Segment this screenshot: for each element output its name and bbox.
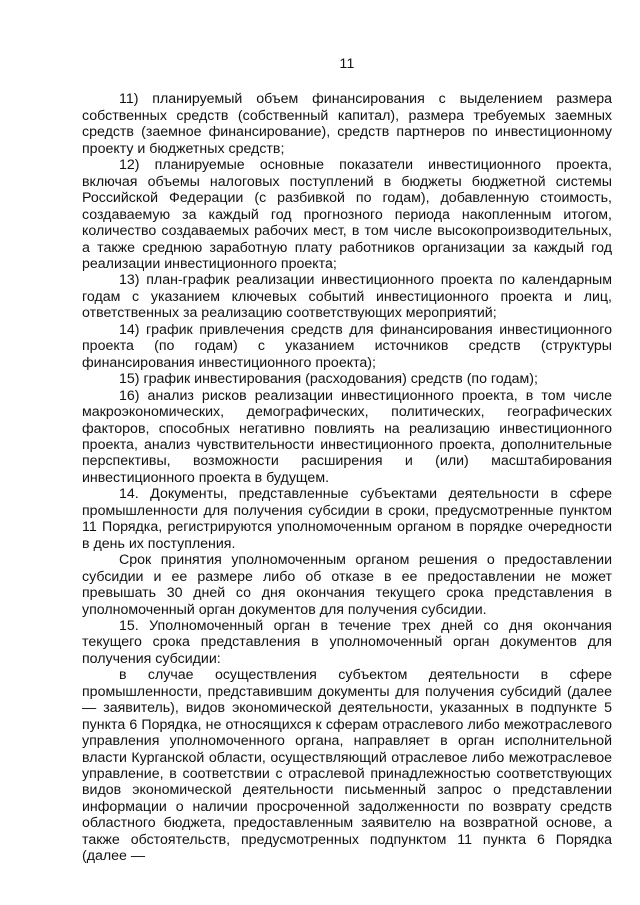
- paragraph-item-11: 11) планируемый объем финансирования с выделением размера собственных средств (собственный капитал), размера требуемых заемных средств (заемное финансирование), средств партнеров по инвестиционному проекту и бюджетных средств;: [82, 91, 612, 157]
- page-number: 11: [339, 56, 355, 72]
- paragraph-applicant-case: в случае осуществления субъектом деятельности в сфере промышленности, представившим документы для получения субсидий (далее — заявитель), видов экономической деятельности, указанных в подпункте 5 пункта 6 Порядка, не относящихся к сферам отраслевого либо межотраслевого управления уполномоченного органа, направляет в орган исполнительной власти Курганской области, осуществляющий отраслевое либо межотраслевое управление, в соответствии с отраслевой принадлежностью соответствующих видов экономической деятельности письменный запрос о представлении информации о наличии просроченной задолженности по возврату средств областного бюджета, предоставленным заявителю на возвратной основе, а также обстоятельств, предусмотренных подпунктом 11 пункта 6 Порядка (далее —: [82, 667, 612, 865]
- paragraph-decision-term: Срок принятия уполномоченным органом решения о предоставлении субсидии и ее размере либо об отказе в ее предоставлении не может превышать 30 дней со дня окончания текущего срока представления в уполномоченный орган документов для получения субсидии.: [82, 552, 612, 618]
- paragraph-item-13: 13) план-график реализации инвестиционного проекта по календарным годам с указанием ключевых событий инвестиционного проекта и лиц, ответственных за реализацию соответствующих мероприятий;: [82, 272, 612, 322]
- paragraph-clause-14: 14. Документы, представленные субъектами деятельности в сфере промышленности для получения субсидии в сроки, предусмотренные пунктом 11 Порядка, регистрируются уполномоченным органом в порядке очередности в день их поступления.: [82, 486, 612, 552]
- paragraph-item-14: 14) график привлечения средств для финансирования инвестиционного проекта (по годам) с указанием источников средств (структуры финансирования инвестиционного проекта);: [82, 321, 612, 371]
- paragraph-item-15: 15) график инвестирования (расходования) средств (по годам);: [119, 371, 538, 388]
- paragraph-item-16: 16) анализ рисков реализации инвестиционного проекта, в том числе макроэкономических, демографических, политических, географических факторов, способных негативно повлиять на реализацию инвестиционного проекта, анализ чувствительности инвестиционного проекта, дополнительные перспективы, возможности расширения и (или) масштабирования инвестиционного проекта в будущем.: [82, 387, 612, 486]
- paragraph-clause-15: 15. Уполномоченный орган в течение трех дней со дня окончания текущего срока представления в уполномоченный орган документов для получения субсидии:: [82, 617, 612, 667]
- paragraph-item-12: 12) планируемые основные показатели инвестиционного проекта, включая объемы налоговых поступлений в бюджеты бюджетной системы Российской Федерации (с разбивкой по годам), добавленную стоимость, создаваемую за каждый год прогнозного периода накопленным итогом, количество создаваемых рабочих мест, в том числе высокопроизводительных, а также среднюю заработную плату работников организации за каждый год реализации инвестиционного проекта;: [82, 157, 612, 272]
- document-page: [82, 56, 612, 865]
